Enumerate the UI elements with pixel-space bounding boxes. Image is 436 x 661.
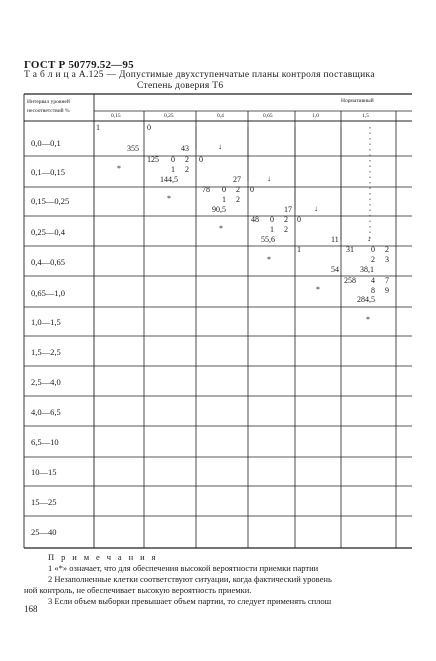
table-caption: Т а б л и ц а А.125 — Допустимые двухступенчатые планы контроля поставщика <box>24 70 375 80</box>
star-marker: * <box>366 315 370 324</box>
row-header-label: несоответствий % <box>27 108 70 114</box>
column-header: 1,0 <box>312 113 319 119</box>
row-label: 2,5—4,0 <box>31 377 61 387</box>
cell-value: 1 <box>297 245 301 254</box>
cell-value: 43 <box>181 144 189 153</box>
cell-value: 0 <box>199 155 203 164</box>
row-label: 4,0—6,5 <box>31 407 61 417</box>
column-header: 0,25 <box>164 113 174 119</box>
cell-value: 3 <box>385 255 389 264</box>
star-marker: * <box>117 164 121 173</box>
cell-value: 2 <box>284 225 288 234</box>
cell-value: 2 <box>185 155 189 164</box>
cell-value: 2 <box>385 245 389 254</box>
cell-value: 2 <box>284 215 288 224</box>
notes-heading: П р и м е ч а н и я <box>48 552 158 562</box>
cell-value: 2 <box>185 165 189 174</box>
row-label: 0,0—0,1 <box>31 138 61 148</box>
cell-value: 0 <box>147 123 151 132</box>
note-line: ной контроль, не обеспечивает высокую вероятность приемки. <box>24 585 252 595</box>
cell-value: 8 <box>371 286 375 295</box>
table-notes <box>24 552 419 607</box>
cell-value: 1 <box>171 165 175 174</box>
column-header: 0,4 <box>217 113 224 119</box>
row-label: 10—15 <box>31 467 57 477</box>
cell-value: 54 <box>331 265 339 274</box>
row-label: 1,0—1,5 <box>31 317 61 327</box>
cell-value: 125 <box>147 155 159 164</box>
cell-value: 11 <box>331 235 339 244</box>
row-label: 25—40 <box>31 527 57 537</box>
note-line: 2 Незаполненные клетки соответствуют ситуации, когда фактический уровень <box>48 574 332 584</box>
row-label: 0,1—0,15 <box>31 167 65 177</box>
row-label: 15—25 <box>31 497 57 507</box>
cell-value: 48 <box>251 215 259 224</box>
cell-value: 2 <box>236 195 240 204</box>
cell-value: 1 <box>96 123 100 132</box>
column-header: 0,15 <box>111 113 121 119</box>
down-arrow-icon: ↓ <box>367 234 371 243</box>
cell-value: 0 <box>171 155 175 164</box>
row-label: 0,65—1,0 <box>31 288 65 298</box>
cell-value: 17 <box>284 205 292 214</box>
cell-value: 0 <box>371 245 375 254</box>
cell-value: 9 <box>385 286 389 295</box>
cell-value: 55,6 <box>261 235 275 244</box>
note-line: 1 «*» означает, что для обеспечения высокой вероятности приемки партии <box>48 563 319 573</box>
cell-value: 1 <box>270 225 274 234</box>
cell-value: 7 <box>385 276 389 285</box>
cell-value: 284,5 <box>357 295 375 304</box>
cell-value: 31 <box>346 245 354 254</box>
down-arrow-icon: ↓ <box>314 204 318 213</box>
row-label: 0,15—0,25 <box>31 196 70 206</box>
cell-value: 0 <box>297 215 301 224</box>
cell-value: 0 <box>270 215 274 224</box>
row-label: 0,4—0,65 <box>31 257 65 267</box>
cell-value: 0 <box>222 185 226 194</box>
star-marker: * <box>267 255 271 264</box>
row-label: 6,5—10 <box>31 437 59 447</box>
note-line: 3 Если объем выборки превышает объем партии, то следует применять сплош <box>48 596 332 606</box>
cell-value: 355 <box>127 144 139 153</box>
row-label: 0,25—0,4 <box>31 227 65 237</box>
star-marker: * <box>219 224 223 233</box>
down-arrow-icon: ↓ <box>267 174 271 183</box>
star-marker: * <box>167 194 171 203</box>
cell-value: 2 <box>371 255 375 264</box>
cell-value: 0 <box>250 185 254 194</box>
cell-value: 258 <box>344 276 356 285</box>
cell-value: 90,5 <box>212 205 226 214</box>
column-header: 0,65 <box>263 113 273 119</box>
cell-value: 38,1 <box>360 265 374 274</box>
cell-value: 1 <box>222 195 226 204</box>
down-arrow-icon: ↓ <box>218 142 222 151</box>
page-number: 168 <box>24 604 38 614</box>
row-header-label: Интервал уровней <box>27 99 70 105</box>
column-header: 1,5 <box>362 113 369 119</box>
cell-value: 2 <box>236 185 240 194</box>
document-code: ГОСТ Р 50779.52—95 <box>24 59 134 71</box>
cell-value: 27 <box>233 175 241 184</box>
star-marker: * <box>316 285 320 294</box>
cell-value: 78 <box>202 185 210 194</box>
column-group-label: Нормативный <box>341 98 374 104</box>
table-caption-subtitle: Степень доверия Т6 <box>137 81 224 91</box>
cell-value: 144,5 <box>160 175 178 184</box>
cell-value: 4 <box>371 276 375 285</box>
row-label: 1,5—2,5 <box>31 347 61 357</box>
